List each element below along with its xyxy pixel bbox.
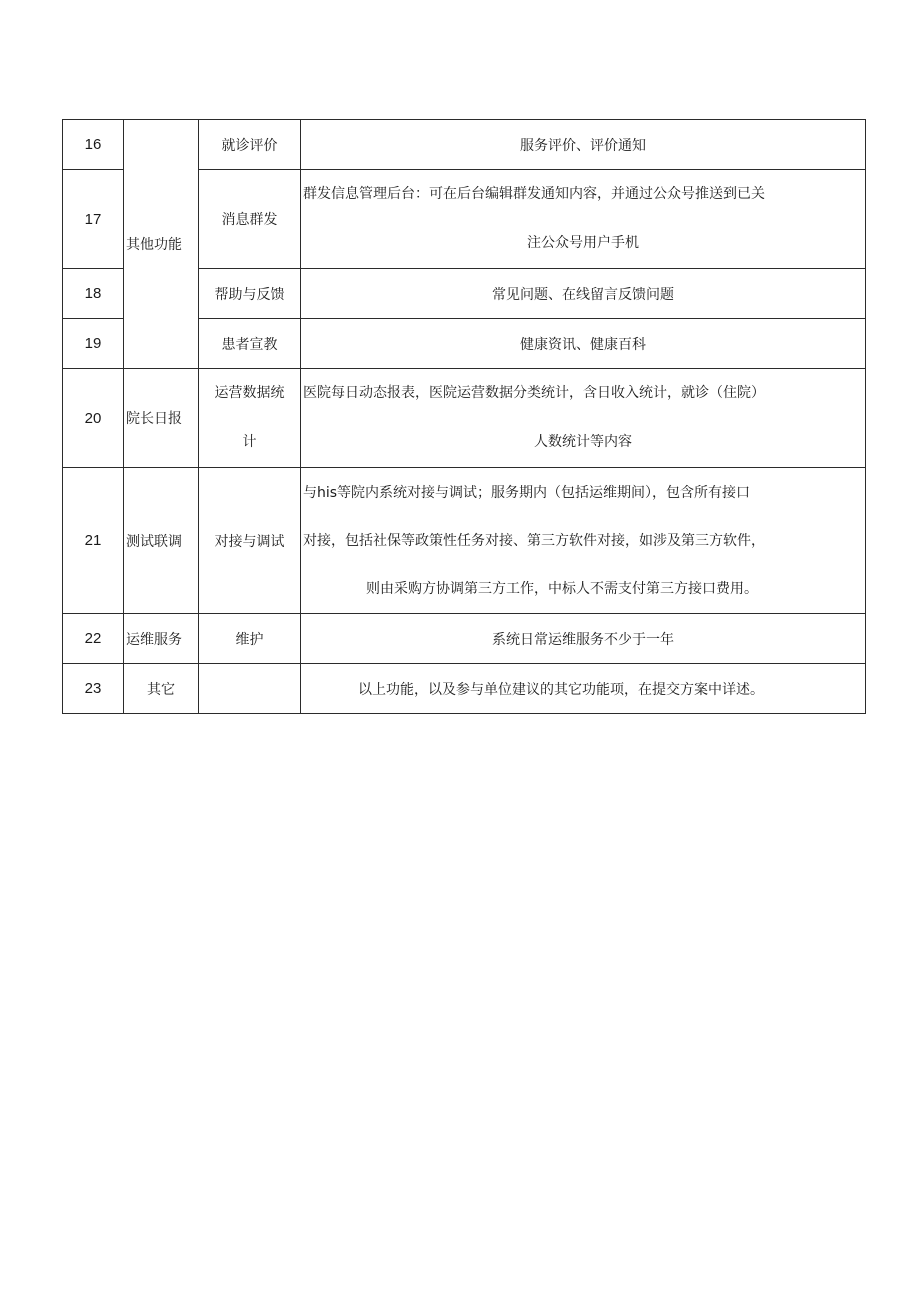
row-number: 19 — [63, 319, 124, 369]
function-cell — [199, 664, 301, 714]
table-row — [63, 664, 866, 714]
table-row — [63, 120, 866, 170]
description-text: 以上功能，以及参与单位建议的其它功能项，在提交方案中详述。 — [358, 681, 764, 698]
description-text: 与his等院内系统对接与调试；服务期内（包括运维期间），包含所有接口 — [303, 484, 751, 501]
category-label: 其它 — [147, 681, 175, 698]
description-text: 系统日常运维服务不少于一年 — [492, 631, 674, 648]
row-number: 22 — [63, 614, 124, 664]
function-cell — [199, 614, 301, 664]
function-label: 就诊评价 — [221, 137, 278, 154]
function-label: 计 — [242, 434, 257, 450]
table-row — [63, 614, 866, 664]
table-row — [63, 369, 866, 468]
description-cell — [301, 319, 866, 369]
function-cell — [199, 269, 301, 319]
function-cell — [199, 468, 301, 614]
description-cell — [301, 614, 866, 664]
description-cell — [301, 269, 866, 319]
function-cell — [199, 170, 301, 269]
description-cell — [301, 468, 866, 614]
function-label: 维护 — [235, 631, 264, 648]
row-number: 18 — [63, 269, 124, 319]
description-text: 服务评价、评价通知 — [520, 137, 646, 154]
function-label: 患者宣教 — [221, 336, 278, 353]
row-number: 20 — [63, 369, 124, 468]
category-label: 院长日报 — [126, 411, 182, 427]
description-text: 健康资讯、健康百科 — [520, 336, 646, 353]
category-label: 测试联调 — [126, 533, 182, 550]
function-cell — [199, 369, 301, 468]
category-cell — [124, 468, 199, 614]
category-cell — [124, 614, 199, 664]
row-number: 16 — [63, 120, 124, 170]
category-cell — [124, 369, 199, 468]
description-text: 群发信息管理后台：可在后台编辑群发通知内容，并通过公众号推送到已关 — [303, 186, 765, 202]
category-cell — [124, 664, 199, 714]
description-text: 则由采购方协调第三方工作，中标人不需支付第三方接口费用。 — [366, 580, 758, 597]
function-label: 消息群发 — [221, 212, 278, 228]
description-text: 医院每日动态报表，医院运营数据分类统计，含日收入统计，就诊（住院） — [303, 385, 765, 401]
table-row — [63, 468, 866, 614]
description-cell — [301, 120, 866, 170]
description-text: 对接，包括社保等政策性任务对接、第三方软件对接，如涉及第三方软件， — [303, 532, 765, 549]
category-label: 运维服务 — [126, 631, 182, 648]
category-cell — [124, 120, 199, 369]
description-cell — [301, 369, 866, 468]
requirements-table — [62, 119, 866, 714]
function-label: 运营数据统 — [214, 385, 285, 401]
function-cell — [199, 319, 301, 369]
description-text: 注公众号用户手机 — [527, 235, 639, 251]
description-text: 常见问题、在线留言反馈问题 — [492, 286, 674, 303]
row-number: 23 — [63, 664, 124, 714]
row-number: 21 — [63, 468, 124, 614]
description-text: 人数统计等内容 — [534, 434, 632, 450]
function-cell — [199, 120, 301, 170]
function-label: 对接与调试 — [214, 533, 285, 550]
description-cell — [301, 170, 866, 269]
category-label: 其他功能 — [126, 237, 182, 253]
description-cell — [301, 664, 866, 714]
row-number: 17 — [63, 170, 124, 269]
function-label: 帮助与反馈 — [214, 286, 285, 303]
